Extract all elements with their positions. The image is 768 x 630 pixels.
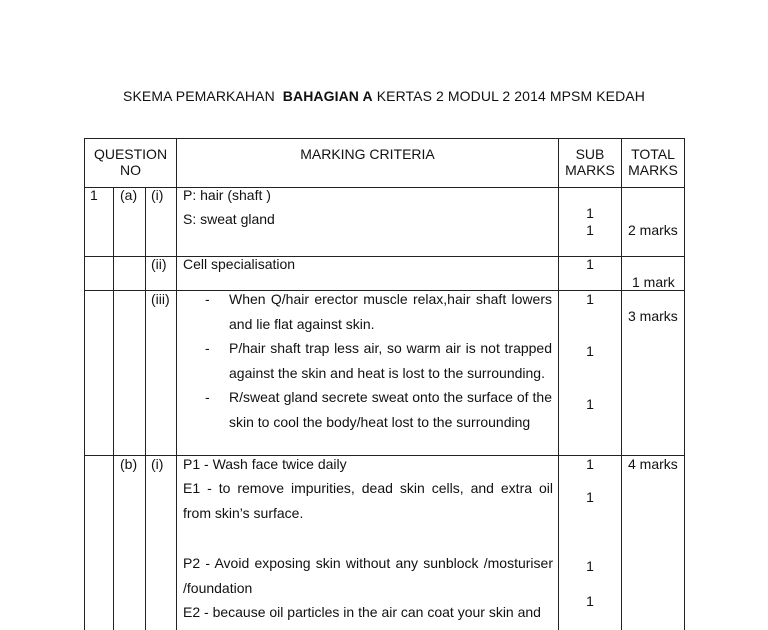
criterion-text: E2 - because oil particles in the air can coat your skin and [183, 604, 541, 620]
sub-label-i: (i) [151, 187, 164, 203]
sub-mark: 1 [586, 343, 594, 359]
total-mark: 3 marks [628, 308, 678, 324]
sub-mark: 1 [586, 558, 594, 574]
sub-mark: 1 [586, 205, 594, 221]
sub-label-iii: (iii) [151, 291, 170, 307]
criterion-bullet-text: R/sweat gland secrete sweat onto the surface of the skin to cool the body/heat lost to the surrounding [229, 389, 552, 430]
question-number: 1 [90, 187, 98, 203]
criterion-text: S: sweat gland [183, 211, 275, 227]
header-sub-marks-line2: MARKS [565, 162, 615, 178]
sub-mark: 1 [586, 489, 594, 505]
criterion-text: P1 - Wash face twice daily [183, 456, 347, 472]
header-total-marks-line2: MARKS [628, 162, 678, 178]
col-divider-qno [113, 187, 114, 630]
document-title [0, 88, 768, 104]
criterion-text: Cell specialisation [183, 256, 296, 272]
sub-mark: 1 [586, 396, 594, 412]
header-sub-marks-line1: SUB [575, 146, 605, 162]
sub-mark: 1 [586, 593, 594, 609]
header-total-marks-line1: TOTAL [631, 146, 675, 162]
total-mark: 2 marks [628, 222, 678, 238]
part-label-b: (b) [120, 456, 138, 472]
header-question-line2: NO [120, 162, 141, 178]
title-part-3: KERTAS 2 MODUL 2 2014 MPSM KEDAH [376, 88, 645, 104]
col-divider-part [145, 187, 146, 630]
sub-mark: 1 [586, 456, 594, 472]
table-left-border [84, 138, 85, 630]
sub-mark: 1 [586, 222, 594, 238]
criterion-text: P2 - Avoid exposing skin without any sunblock /mosturiser /foundation [183, 555, 553, 596]
header-bottom-border [84, 187, 685, 188]
criterion-text: E1 - to remove impurities, dead skin cells, and extra oil from skin’s surface. [183, 480, 553, 521]
sub-mark: 1 [586, 291, 594, 307]
header-question-line1: QUESTION [93, 146, 168, 162]
bullet-dash: - [205, 389, 210, 405]
criterion-text: P: hair (shaft ) [183, 187, 271, 203]
table-right-border [684, 138, 685, 630]
sub-label-ii: (ii) [151, 256, 167, 272]
title-part-2: BAHAGIAN A [282, 88, 373, 104]
sub-label-i: (i) [151, 456, 164, 472]
part-label-a: (a) [120, 187, 138, 203]
bullet-dash: - [205, 291, 210, 307]
total-mark: 4 marks [628, 456, 678, 472]
col-divider-sub [176, 138, 177, 630]
sub-mark: 1 [586, 256, 594, 272]
criterion-bullet-text: P/hair shaft trap less air, so warm air is not trapped against the skin and heat is lost to the surrounding. [229, 340, 552, 381]
header-marking-criteria: MARKING CRITERIA [300, 146, 435, 162]
table-top-border [84, 138, 685, 139]
bullet-dash: - [205, 340, 210, 356]
total-mark: 1 mark [632, 274, 675, 290]
title-part-1: SKEMA PEMARKAHAN [123, 88, 275, 104]
col-divider-submarks [621, 138, 622, 630]
criterion-bullet-text: When Q/hair erector muscle relax,hair shaft lowers and lie flat against skin. [229, 291, 552, 332]
